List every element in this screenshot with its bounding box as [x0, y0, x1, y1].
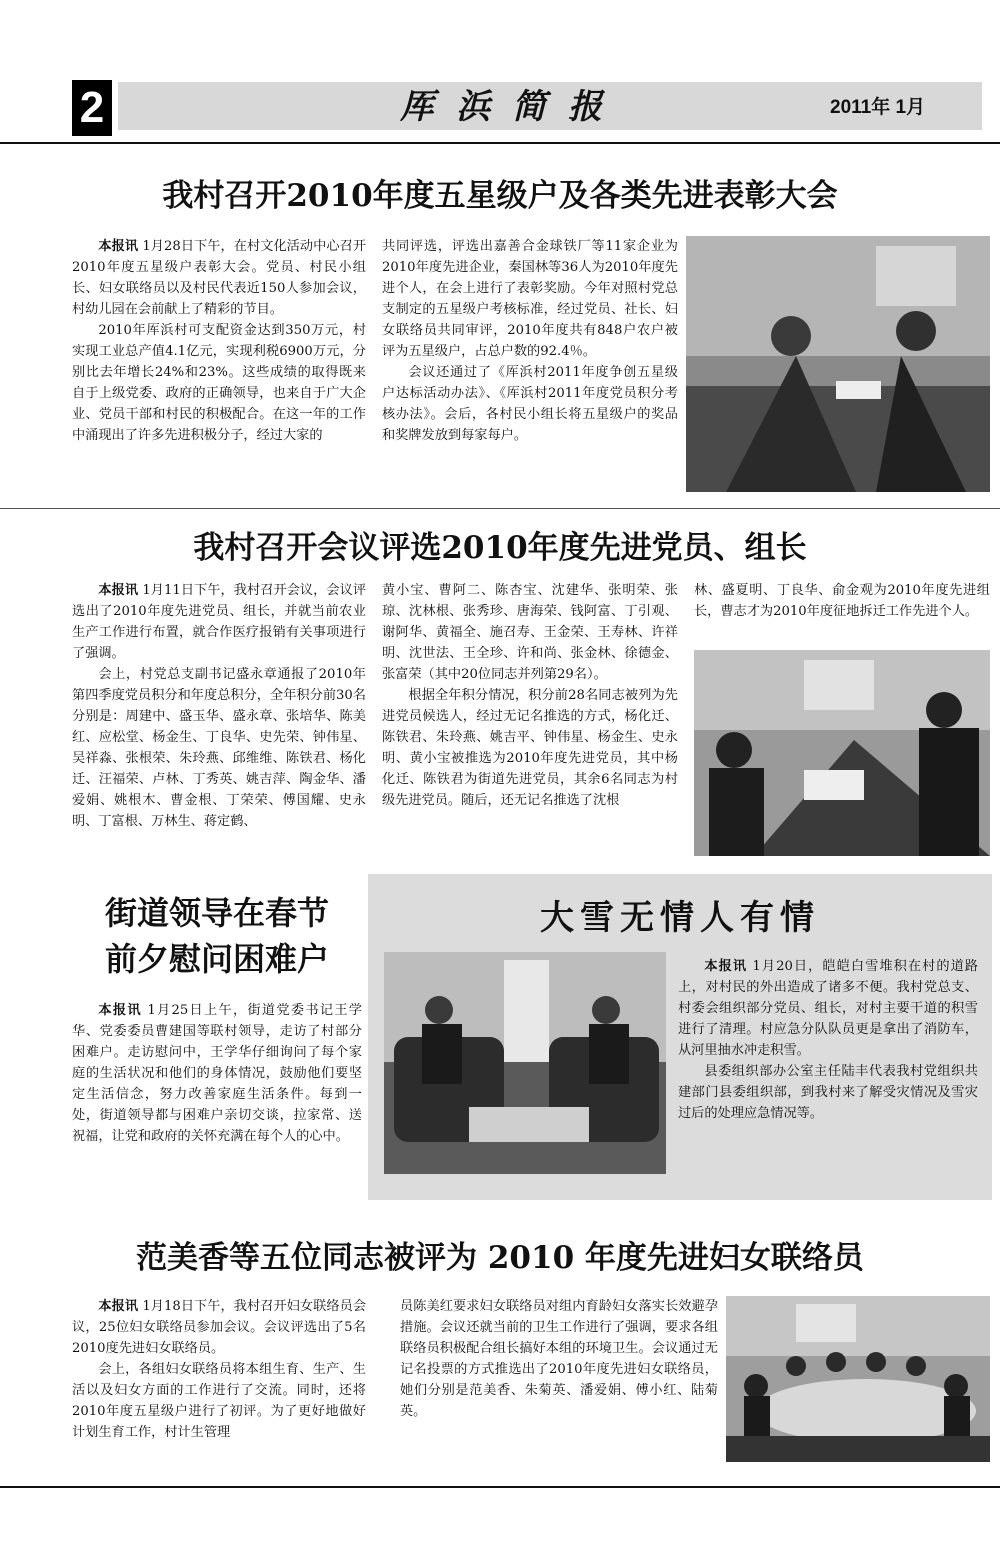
- article2-col3-p1: 林、盛夏明、丁良华、俞金观为2010年度先进组长，曹志才为2010年度征地拆迁工作先进个人。: [694, 583, 990, 619]
- newspaper-title: 厍浜简报: [400, 87, 624, 127]
- article1-column-1: [72, 236, 366, 496]
- header-rule: [0, 142, 1000, 144]
- party-meeting-photo: [694, 650, 990, 856]
- article1-headline: 我村召开2010年度五星级户及各类先进表彰大会: [162, 178, 838, 214]
- article2-lead: 本报讯: [98, 583, 139, 598]
- article2-col1-p1: 1月11日下午，我村召开会议，会议评选出了2010年度先进党员、组长，并就当前农业生产工作进行布置，就合作医疗报销有关事项进行了强调。: [72, 583, 367, 661]
- article1-col2-p1: 共同评选，评选出嘉善合金球铁厂等11家企业为2010年度先进企业，秦国林等36人为2010年度先进个人，在会上进行了表彰奖励。今年对照村党总支制定的五星级户考核标准，经过党员、社长、妇女联络员共同审评，2010年度共有848户农户被评为五星级户，占总户数的92.4％。: [382, 239, 678, 359]
- visit-meeting-photo: [384, 952, 666, 1174]
- article1-col1-p2: 2010年厍浜村可支配资金达到350万元，村实现工业总产值4.1亿元，实现利税6900万元，分别比去年增长24%和23%。这些成绩的取得既来自于上级党委、政府的正确领导，也来自于广大企业、党员干部和村民的积极配合。在这一年的工作中涌现出了许多先进积极分子，经过大家的: [72, 323, 366, 443]
- article3-text: 1月25日上午，街道党委书记王学华、党委委员曹建国等联村领导，走访了村部分困难户。走访慰问中，王学华仔细询问了每个家庭的生活状况和他们的身体情况，鼓励他们要坚定生活信念，努力改善家庭生活条件。每到一处，街道领导都与困难户亲切交谈，拉家常、送祝福，让党和政府的关怀充满在每个人的心中。: [72, 1003, 362, 1144]
- article2-column-1: [72, 580, 366, 866]
- article3-headline-line1: 街道领导在春节: [104, 894, 329, 932]
- award-ceremony-photo: [686, 236, 990, 492]
- article5-headline: 范美香等五位同志被评为 2010 年度先进妇女联络员: [136, 1240, 864, 1276]
- article4-headline: 大雪无情人有情: [540, 898, 820, 938]
- article2-headline: 我村召开会议评选2010年度先进党员、组长: [193, 530, 807, 566]
- article4-body: [678, 956, 978, 1192]
- article5-column-1: [72, 1296, 366, 1466]
- article2-column-2: [382, 580, 678, 866]
- article4-lead: 本报讯: [704, 959, 748, 974]
- article5-photo: [726, 1296, 990, 1462]
- article4-photo: [384, 952, 666, 1174]
- article5-col1-p2: 会上，各组妇女联络员将本组生育、生产、生活以及妇女方面的工作进行了交流。同时，还将2010年度五星级户进行了初评。为了更好地做好计划生育工作，村计生管理: [72, 1362, 366, 1440]
- article1-col2-p2: 会议还通过了《厍浜村2011年度争创五星级户达标活动办法》、《厍浜村2011年度党员积分考核办法》。会后，各村民小组长将五星级户的奖品和奖牌发放到每家每户。: [382, 365, 678, 443]
- article2-photo: [694, 650, 990, 856]
- article2-col2-p2: 根据全年积分情况，积分前28名同志被列为先进党员候选人，经过无记名推选的方式，杨化迁、陈铁君、朱玲燕、姚吉平、钟伟星、杨金生、史永明、黄小宝被推选为2010年度先进党员，其中杨化迁、陈铁君为街道先进党员，其余6名同志为村级先进党员。随后，还无记名推选了沈根: [382, 688, 678, 808]
- article5-column-2: [400, 1296, 718, 1466]
- article3-lead: 本报讯: [98, 1003, 142, 1018]
- article1-column-2: [382, 236, 678, 496]
- article3-headline: [72, 890, 362, 982]
- article2-col1-p2: 会上，村党总支副书记盛永章通报了2010年第四季度党员积分和年度总积分，全年积分前30名分别是：周建中、盛玉华、盛永章、张培华、陈美红、应松堂、杨金生、丁良华、史先荣、钟伟星、吴祥淼、张根荣、朱玲燕、邱维维、陈铁君、杨化迁、汪福荣、卢林、丁秀英、姚吉萍、陶金华、潘爱娟、姚根木、曹金根、丁荣荣、傅国耀、史永明、丁富根、万林生、蒋定鹤、: [72, 667, 366, 829]
- issue-date: 2011年 1月: [830, 97, 926, 118]
- page-number: 2: [72, 80, 112, 136]
- article2-col2-p1: 黄小宝、曹阿二、陈杏宝、沈建华、张明荣、张琼、沈林根、张秀珍、唐海荣、钱阿富、丁引观、谢阿华、黄福全、施召寿、王金荣、王寿林、许祥明、沈世法、王全珍、许和尚、张金林、徐德金、张富荣（其中20位同志并列第29名）。: [382, 583, 678, 682]
- article3-headline-line2: 前夕慰问困难户: [104, 940, 329, 978]
- article4-p2: 县委组织部办公室主任陆丰代表我村党组织共建部门县委组织部，到我村来了解受灾情况及雪灾过后的处理应急情况等。: [678, 1064, 978, 1121]
- article1-photo: [686, 236, 990, 492]
- article2-column-3: [694, 580, 990, 642]
- article1-col1-p1: 1月28日下午，在村文化活动中心召开2010年度五星级户表彰大会。党员、村民小组长、妇女联络员以及村民代表近150人参加会议，村幼儿园在会前献上了精彩的节目。: [72, 239, 367, 317]
- footer-rule: [0, 1486, 1000, 1488]
- article5-col1-p1: 1月18日下午，我村召开妇女联络员会议，25位妇女联络员参加会议。会议评选出了5名2010度先进妇女联络员。: [72, 1299, 367, 1356]
- article3-body: [72, 1000, 362, 1196]
- article5-col2-p1: 员陈美红要求妇女联络员对组内育龄妇女落实长效避孕措施。会议还就当前的卫生工作进行了强调，要求各组联络员积极配合组长搞好本组的环境卫生。会议通过无记名投票的方式推选出了2010年度先进妇女联络员，她们分别是范美香、朱菊英、潘爱娟、傅小红、陆菊英。: [400, 1299, 718, 1419]
- article1-lead: 本报讯: [98, 239, 139, 254]
- women-meeting-photo: [726, 1296, 990, 1462]
- divider-1: [0, 508, 1000, 509]
- article4-p1: 1月20日，皑皑白雪堆积在村的道路上，对村民的外出造成了诸多不便。我村党总支、村委会组织部分党员、组长，对村主要干道的积雪进行了清理。村应急分队队员更是拿出了消防车，从河里抽水冲走积雪。: [678, 959, 978, 1058]
- article5-lead: 本报讯: [98, 1299, 139, 1314]
